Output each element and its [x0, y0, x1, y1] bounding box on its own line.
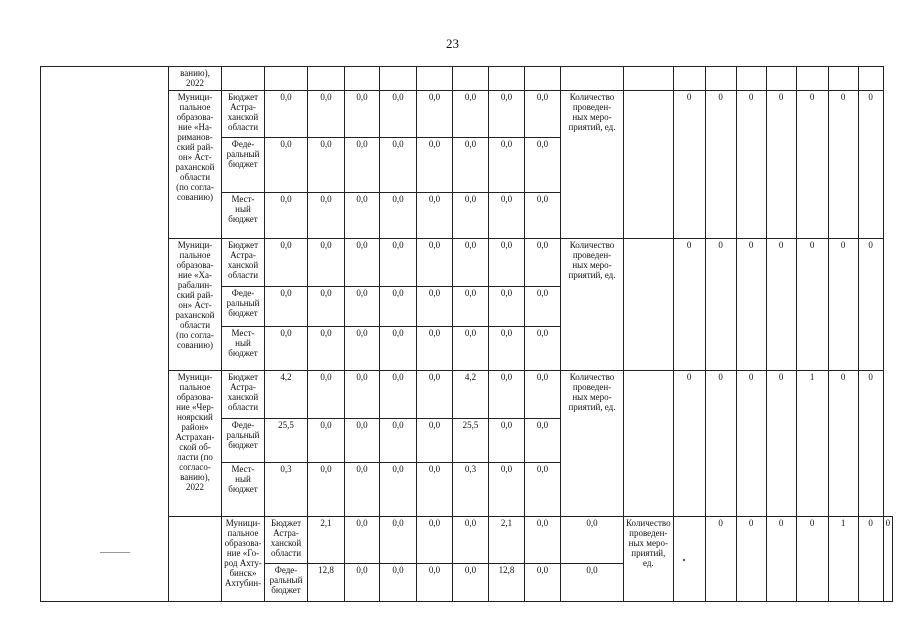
amount-cell: 0,0 [561, 517, 624, 564]
indicator-value: 0 [736, 239, 766, 371]
amount-cell: 12,8 [308, 564, 345, 602]
amount-cell: 2,1 [308, 517, 345, 564]
amount-cell: 25,5 [265, 419, 308, 463]
indicator-value: 0 [883, 517, 893, 602]
amount-cell: 0,0 [453, 239, 489, 287]
amount-cell: 0,0 [345, 371, 380, 419]
table-row [41, 91, 893, 138]
amount-cell: 0,0 [489, 287, 525, 327]
funding-source: Бюджет Астра- ханской области [222, 371, 265, 419]
amount-cell: 0,0 [453, 91, 489, 138]
indicator-value: 0 [766, 371, 796, 517]
indicator-value: 0 [828, 239, 858, 371]
indicator-value: 0 [705, 91, 736, 239]
empty-cell [265, 67, 308, 91]
amount-cell: 0,0 [265, 327, 308, 371]
empty-cell [624, 371, 674, 517]
amount-cell: 0,0 [525, 564, 561, 602]
empty-cell [345, 67, 380, 91]
amount-cell: 4,2 [453, 371, 489, 419]
amount-cell: 0,0 [417, 419, 453, 463]
indicator-value: 0 [828, 371, 858, 517]
empty-cell [673, 517, 705, 602]
indicator-value: 0 [736, 517, 766, 602]
program-cell [169, 517, 222, 602]
budget-table [40, 66, 893, 602]
indicator-cell: Количество проведен- ных меро- приятий, ед. [561, 371, 624, 517]
indicator-cell: Количество проведен- ных меро- приятий, ед. [561, 239, 624, 371]
indicator-value: 0 [796, 239, 828, 371]
funding-source: Бюджет Астра- ханской области [265, 517, 308, 564]
amount-cell: 0,0 [308, 463, 345, 517]
indicator-value: 0 [705, 371, 736, 517]
amount-cell: 0,0 [525, 91, 561, 138]
amount-cell: 2,1 [489, 517, 525, 564]
amount-cell: 0,3 [453, 463, 489, 517]
amount-cell: 0,0 [380, 287, 417, 327]
indicator-cell: Количество проведен- ных меро- приятий, ед. [561, 91, 624, 239]
amount-cell: 0,0 [417, 564, 453, 602]
indicator-value: 0 [673, 239, 705, 371]
funding-source: Феде- ральный бюджет [222, 287, 265, 327]
amount-cell: 0,0 [265, 138, 308, 193]
executor-cell: Муници- пальное образова- ние «Го- род Ахту- бинск» Ахтубин- [222, 517, 265, 602]
amount-cell: 0,0 [489, 371, 525, 419]
empty-cell [828, 67, 858, 91]
amount-cell: 0,0 [417, 193, 453, 239]
indicator-value: 0 [673, 91, 705, 239]
amount-cell: 0,0 [453, 327, 489, 371]
amount-cell: 0,0 [380, 517, 417, 564]
empty-cell [222, 67, 265, 91]
empty-cell [308, 67, 345, 91]
empty-cell [417, 67, 453, 91]
amount-cell: 0,0 [453, 287, 489, 327]
indicator-value: 0 [766, 517, 796, 602]
empty-cell [624, 239, 674, 371]
amount-cell: 0,0 [345, 564, 380, 602]
scan-mark [100, 552, 130, 553]
amount-cell: 0,0 [345, 287, 380, 327]
amount-cell: 0,0 [380, 419, 417, 463]
empty-cell [858, 67, 883, 91]
amount-cell: 0,0 [308, 371, 345, 419]
amount-cell: 0,0 [525, 463, 561, 517]
amount-cell: 0,0 [453, 517, 489, 564]
indicator-value: 0 [858, 239, 883, 371]
empty-cell [489, 67, 525, 91]
amount-cell: 0,0 [525, 193, 561, 239]
empty-cell [796, 67, 828, 91]
table-row [41, 517, 893, 564]
indicator-value: 0 [705, 239, 736, 371]
amount-cell: 0,0 [345, 517, 380, 564]
amount-cell: 4,2 [265, 371, 308, 419]
funding-source: Мест- ный бюджет [222, 193, 265, 239]
indicator-value: 0 [673, 371, 705, 517]
indicator-value: 0 [796, 91, 828, 239]
amount-cell: 0,0 [308, 419, 345, 463]
empty-cell [766, 67, 796, 91]
amount-cell: 0,0 [380, 463, 417, 517]
amount-cell: 0,0 [345, 239, 380, 287]
amount-cell: 0,0 [489, 239, 525, 287]
executor-cell: Муници- пальное образова- ние «Ха- рабалин- ский рай- он» Аст- раханской области (по согла- сованию) [169, 239, 222, 371]
amount-cell: 0,0 [265, 287, 308, 327]
indicator-value: 0 [736, 371, 766, 517]
empty-cell [624, 91, 674, 239]
amount-cell: 0,0 [345, 419, 380, 463]
amount-cell: 0,0 [525, 419, 561, 463]
empty-cell [705, 67, 736, 91]
amount-cell: 0,0 [417, 517, 453, 564]
amount-cell: 0,3 [265, 463, 308, 517]
empty-cell [673, 67, 705, 91]
empty-cell [736, 67, 766, 91]
amount-cell: 0,0 [380, 239, 417, 287]
amount-cell: 0,0 [308, 138, 345, 193]
amount-cell: 0,0 [489, 327, 525, 371]
amount-cell: 0,0 [417, 239, 453, 287]
indicator-value: 0 [858, 371, 883, 517]
indicator-value: 1 [796, 371, 828, 517]
amount-cell: 0,0 [453, 564, 489, 602]
amount-cell: 0,0 [489, 138, 525, 193]
empty-cell [380, 67, 417, 91]
amount-cell: 0,0 [308, 239, 345, 287]
amount-cell: 0,0 [380, 138, 417, 193]
amount-cell: 0,0 [417, 91, 453, 138]
funding-source: Феде- ральный бюджет [265, 564, 308, 602]
amount-cell: 0,0 [265, 91, 308, 138]
amount-cell: 0,0 [525, 138, 561, 193]
amount-cell: 0,0 [380, 371, 417, 419]
funding-source: Феде- ральный бюджет [222, 419, 265, 463]
amount-cell: 0,0 [561, 564, 624, 602]
empty-cell [525, 67, 561, 91]
amount-cell: 0,0 [525, 371, 561, 419]
amount-cell: 0,0 [417, 463, 453, 517]
amount-cell: 0,0 [345, 138, 380, 193]
amount-cell: 0,0 [525, 239, 561, 287]
table-row [41, 239, 893, 287]
amount-cell: 0,0 [453, 193, 489, 239]
amount-cell: 0,0 [308, 193, 345, 239]
amount-cell: 0,0 [489, 463, 525, 517]
indicator-value: 0 [736, 91, 766, 239]
amount-cell: 12,8 [489, 564, 525, 602]
amount-cell: 0,0 [380, 564, 417, 602]
indicator-value: 0 [766, 91, 796, 239]
executor-cell: Муници- пальное образова- ние «Чер- ноярский район» Астрахан- ской об- ласти (по согласо- ванию), 2022 [169, 371, 222, 517]
amount-cell: 0,0 [380, 91, 417, 138]
indicator-value: 0 [828, 91, 858, 239]
funding-source: Мест- ный бюджет [222, 463, 265, 517]
funding-source: Бюджет Астра- ханской области [222, 239, 265, 287]
program-cell [41, 67, 169, 602]
empty-cell [624, 67, 674, 91]
amount-cell: 0,0 [453, 138, 489, 193]
amount-cell: 0,0 [380, 327, 417, 371]
amount-cell: 0,0 [308, 327, 345, 371]
indicator-value: 0 [858, 517, 883, 602]
amount-cell: 0,0 [417, 371, 453, 419]
indicator-value: 0 [705, 517, 736, 602]
indicator-cell: Количество проведен- ных меро- приятий, ед. [624, 517, 674, 602]
indicator-value: 0 [858, 91, 883, 239]
amount-cell: 0,0 [525, 327, 561, 371]
amount-cell: 0,0 [345, 193, 380, 239]
amount-cell: 0,0 [380, 193, 417, 239]
empty-cell [453, 67, 489, 91]
amount-cell: 0,0 [265, 193, 308, 239]
scan-speck [683, 559, 685, 561]
indicator-value: 0 [796, 517, 828, 602]
amount-cell: 0,0 [525, 287, 561, 327]
amount-cell: 0,0 [489, 91, 525, 138]
fragment-row [41, 67, 893, 91]
amount-cell: 0,0 [345, 91, 380, 138]
amount-cell: 0,0 [489, 419, 525, 463]
amount-cell: 0,0 [345, 463, 380, 517]
table-row [41, 371, 893, 419]
amount-cell: 0,0 [417, 327, 453, 371]
indicator-value: 1 [828, 517, 858, 602]
amount-cell: 0,0 [489, 193, 525, 239]
executor-cell: Муници- пальное образова- ние «На- риманов- ский рай- он» Аст- раханской области (по согла- сованию) [169, 91, 222, 239]
amount-cell: 0,0 [308, 287, 345, 327]
funding-source: Бюджет Астра- ханской области [222, 91, 265, 138]
amount-cell: 0,0 [417, 138, 453, 193]
executor-cell-fragment: ванию), 2022 [169, 67, 222, 91]
funding-source: Мест- ный бюджет [222, 327, 265, 371]
funding-source: Феде- ральный бюджет [222, 138, 265, 193]
indicator-value: 0 [766, 239, 796, 371]
amount-cell: 0,0 [345, 327, 380, 371]
page-number: 23 [446, 36, 459, 51]
amount-cell: 0,0 [308, 91, 345, 138]
amount-cell: 25,5 [453, 419, 489, 463]
amount-cell: 0,0 [265, 239, 308, 287]
amount-cell: 0,0 [525, 517, 561, 564]
amount-cell: 0,0 [417, 287, 453, 327]
empty-cell [561, 67, 624, 91]
